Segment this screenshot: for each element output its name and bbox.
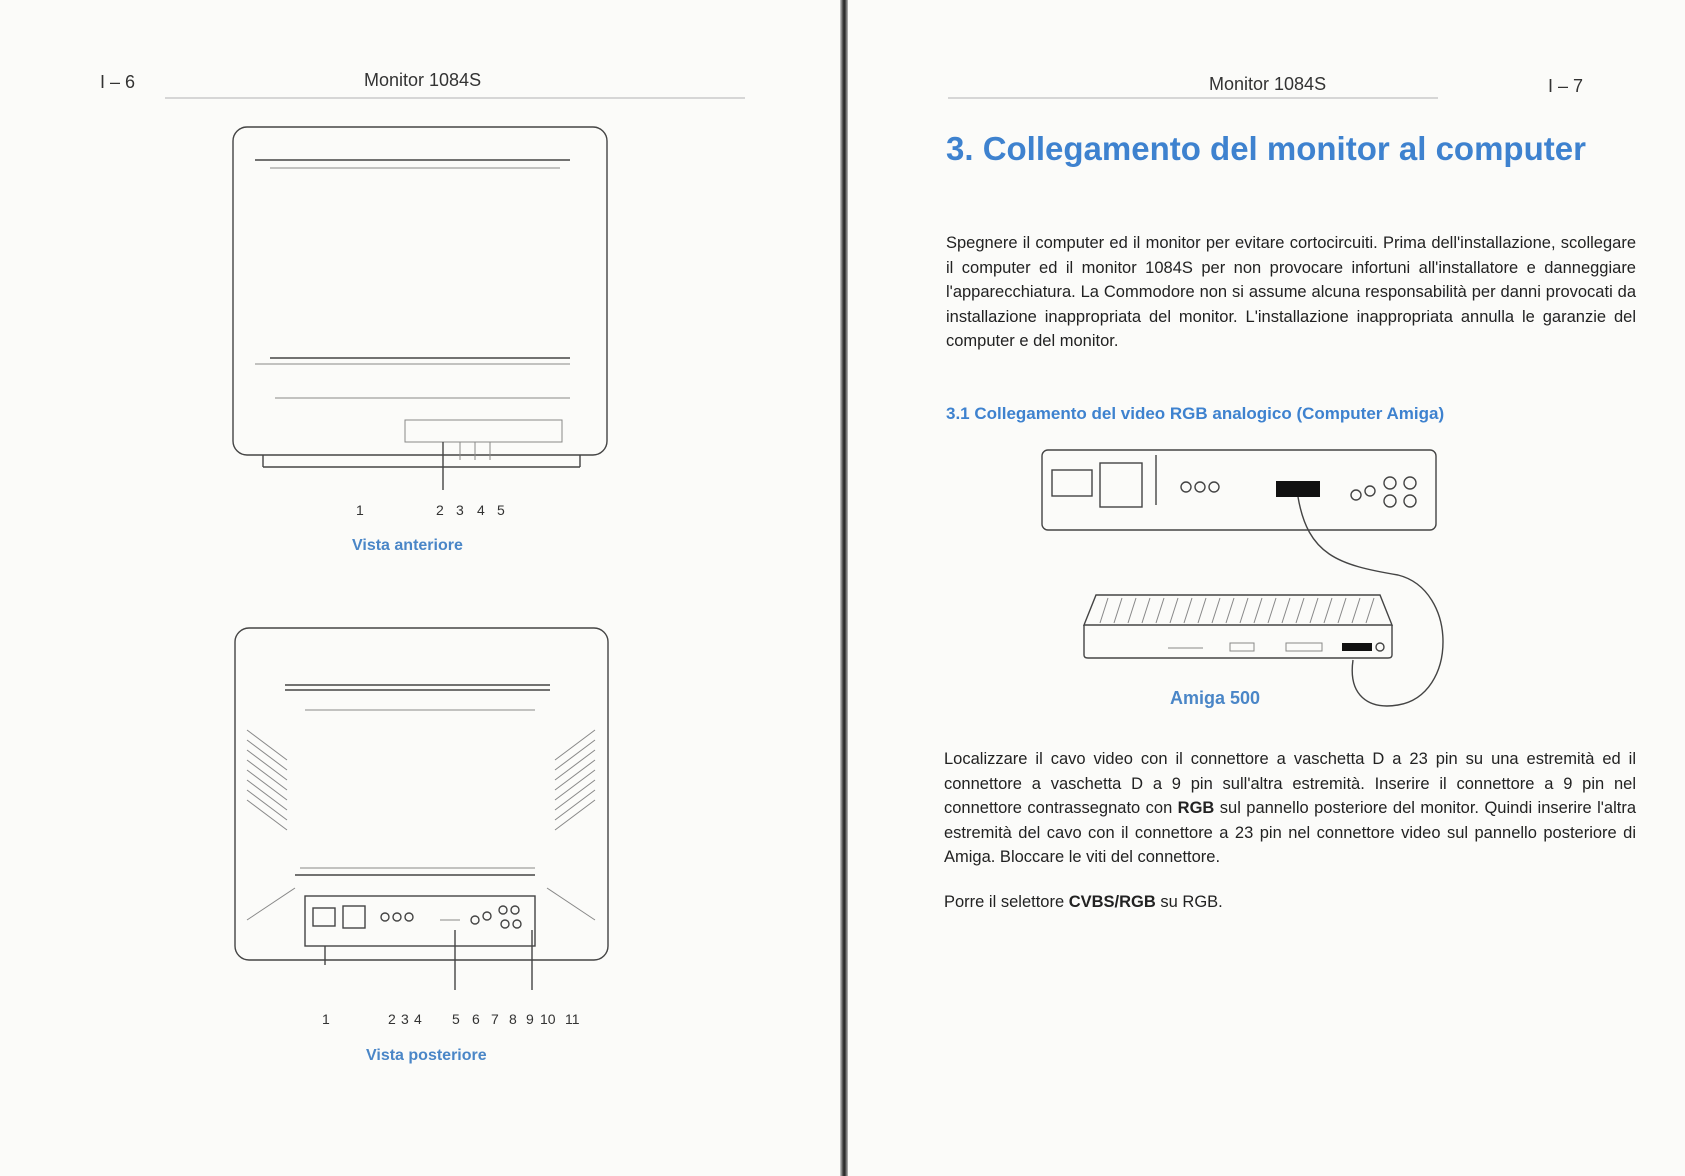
monitor-front-view-illustration [225, 120, 615, 500]
callout-number: 3 [401, 1011, 409, 1027]
instruction-text: Porre il selettore [944, 893, 1069, 911]
running-title: Monitor 1084S [364, 70, 482, 90]
callout-number: 1 [322, 1011, 330, 1027]
page-number: I – 6 [100, 72, 136, 92]
connection-instructions-paragraph [944, 747, 1636, 870]
left-page [0, 0, 840, 1176]
callout-number: 2 [388, 1011, 396, 1027]
callout-number: 3 [456, 502, 464, 518]
callout-number: 5 [452, 1011, 460, 1027]
right-page [848, 0, 1685, 1176]
front-view-caption: Vista anteriore [352, 537, 463, 554]
page-number: I – 7 [1548, 76, 1584, 96]
callout-number: 9 [526, 1011, 534, 1027]
callout-number: 1 [356, 502, 364, 518]
section-heading: 3. Collegamento del monitor al computer [946, 130, 1586, 167]
running-title: Monitor 1084S [1209, 74, 1327, 94]
rear-view-caption: Vista posteriore [366, 1047, 487, 1064]
monitor-rear-view-illustration [225, 620, 615, 1010]
amiga-500-label: Amiga 500 [1170, 688, 1261, 708]
instruction-text: su RGB. [1155, 893, 1223, 911]
callout-number: 5 [497, 502, 505, 518]
cvbs-rgb-label: CVBS/RGB [1068, 893, 1156, 911]
selector-instruction-paragraph [944, 890, 1636, 915]
callout-number: 4 [414, 1011, 422, 1027]
callout-number: 11 [565, 1011, 580, 1027]
subsection-heading: 3.1 Collegamento del video RGB analogico (Computer Amiga) [946, 404, 1445, 423]
instruction-text: sul pannello posteriore del monitor. Quindi inserire l'altra estremità del cavo con il connettore a 23 pin nel connettore video sul pannello posteriore di Amiga. Bloccare le viti del connettore. [944, 799, 1636, 866]
callout-number: 10 [540, 1011, 556, 1027]
intro-paragraph: Spegnere il computer ed il monitor per evitare cortocircuiti. Prima dell'installazione, scollegare il computer ed il monitor 1084S per non provocare infortuni all'installatore e danneggiare l'apparecchiatura. La Commodore non si assume alcuna responsabilità per danni provocati da installazione inappropriata del monitor. L'installazione inappropriata annulla le garanzie del computer e del monitor. [946, 234, 1636, 350]
header-rule [948, 97, 1438, 99]
callout-number: 7 [491, 1011, 499, 1027]
rgb-label: RGB [1177, 799, 1215, 817]
callout-number: 6 [472, 1011, 480, 1027]
instruction-text: Localizzare il cavo video con il connettore a vaschetta D a 23 pin su una estremità ed il connettore a vaschetta D a 9 pin sull'altra estremità. Inserire il connettore a 9 pin nel connettore contrassegnato con [944, 750, 1636, 817]
callout-number: 2 [436, 502, 444, 518]
callout-number: 4 [477, 502, 485, 518]
header-rule [165, 97, 745, 99]
book-spine [840, 0, 848, 1176]
callout-number: 8 [509, 1011, 517, 1027]
